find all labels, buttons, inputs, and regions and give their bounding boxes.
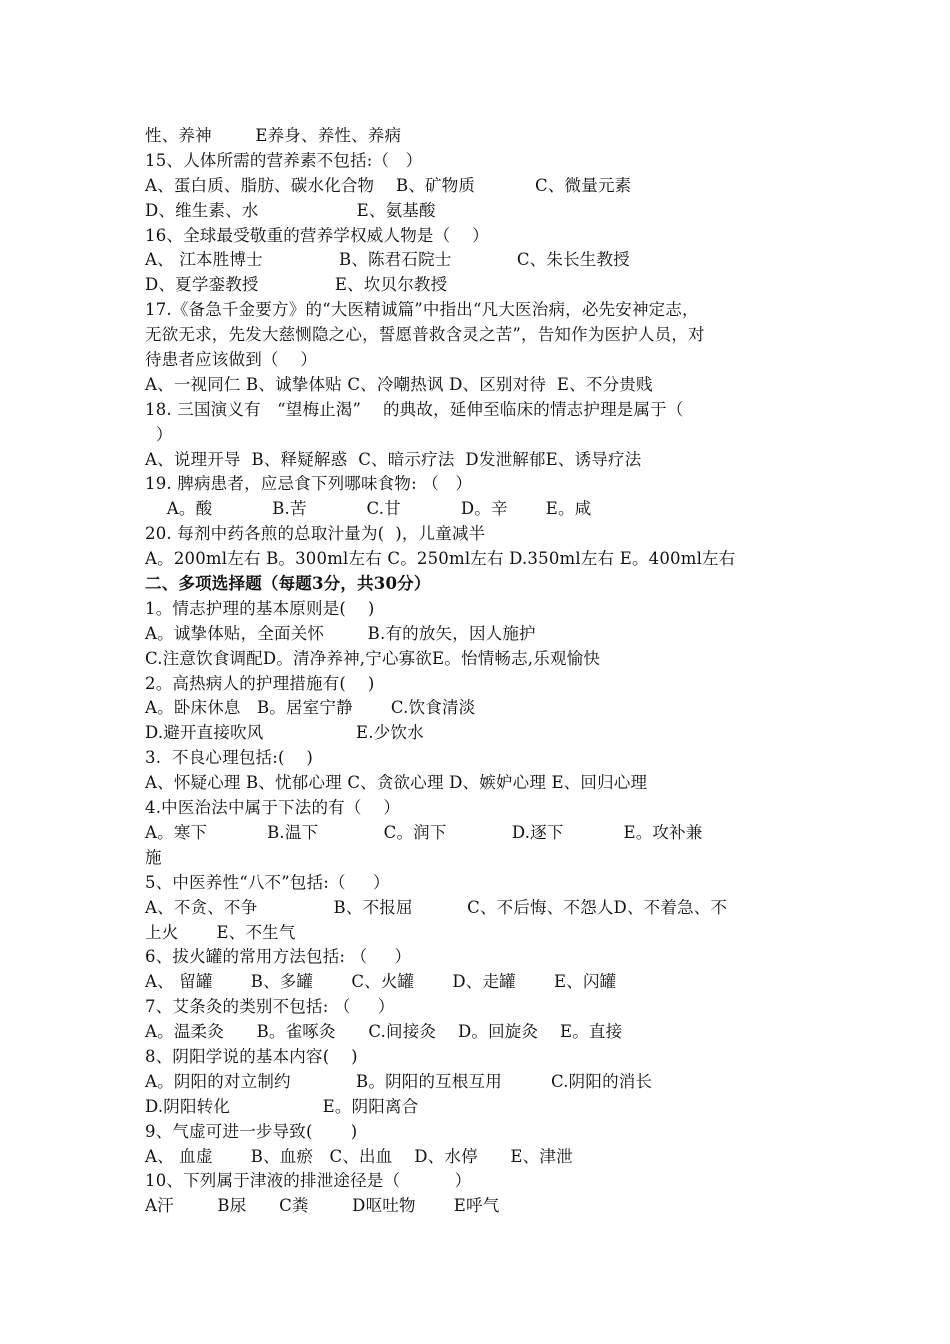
multi-question-3: 3. 不良心理包括:( ) [145,748,314,768]
text-line: 性、养神 E养身、养性、养病 [145,126,402,145]
multi-question-6: 6、拔火罐的常用方法包括: （ ） [145,947,412,967]
options-line: A、 江本胜博士 B、陈君石院士 C、朱长生教授 [145,250,630,270]
options-line: A。酸 B.苦 C.甘 D。辛 E。咸 [145,499,592,519]
options-line: A、蛋白质、脂肪、碳水化合物 B、矿物质 C、微量元素 [145,175,632,195]
multi-question-8: 8、阴阳学说的基本内容( ) [145,1046,358,1066]
options-line: D.阴阳转化 E。阴阳离合 [145,1096,419,1116]
question-16: 16、全球最受敬重的营养学权威人物是（ ） [145,225,489,245]
options-line: A。温柔灸 B。雀啄灸 C.间接灸 D。回旋灸 E。直接 [145,1022,623,1042]
options-line: A。诚挚体贴，全面关怀 B.有的放矢，因人施护 [145,623,536,643]
text-line: 施 [145,847,162,867]
options-line: A。卧床休息 B。居室宁静 C.饮食清淡 [145,698,476,718]
options-line: A。寒下 B.温下 C。润下 D.逐下 E。攻补兼 [145,822,703,842]
options-line: C.注意饮食调配D。清净养神,宁心寡欲E。怡情畅志,乐观愉快 [145,648,601,668]
options-line: A、不贪、不争 B、不报屈 C、不后悔、不怨人D、不着急、不 [145,897,728,917]
options-line: D.避开直接吹风 E.少饮水 [145,723,424,743]
text-line: ） [145,424,173,444]
multi-question-10: 10、下列属于津液的排泄途径是（ ） [145,1171,472,1191]
question-19: 19. 脾病患者，应忌食下列哪味食物: （ ） [145,474,473,494]
exam-content [145,124,815,1219]
options-line: A。200ml左右 B。300ml左右 C。250ml左右 D.350ml左右 E。400ml左右 [145,549,736,569]
options-line: A、一视同仁 B、诚挚体贴 C、冷嘲热讽 D、区别对待 E、不分贵贱 [145,374,653,394]
multi-question-1: 1。情志护理的基本原则是( ) [145,598,375,618]
options-line: A、怀疑心理 B、忧郁心理 C、贪欲心理 D、嫉妒心理 E、回归心理 [145,773,648,793]
options-line: A、 血虚 B、血瘀 C、出血 D、水停 E、津泄 [145,1146,573,1166]
question-20: 20. 每剂中药各煎的总取汁量为( )，儿童减半 [145,524,486,544]
multi-question-2: 2。高热病人的护理措施有( ) [145,673,375,693]
multi-question-4: 4.中医治法中属于下法的有（ ） [145,798,401,818]
multi-question-9: 9、气虚可进一步导致( ) [145,1121,358,1141]
question-18: 18. 三国演义有 “望梅止渴” 的典故，延伸至临床的情志护理是属于（ [145,399,684,419]
text-line: 待患者应该做到（ ） [145,350,318,370]
multi-question-7: 7、艾条灸的类别不包括: （ ） [145,997,395,1017]
multi-question-5: 5、中医养性“八不”包括:（ ） [145,872,390,892]
options-line: A。阴阳的对立制约 B。阴阳的互根互用 C.阴阳的消长 [145,1071,653,1091]
options-line: D、夏学銮教授 E、坎贝尔教授 [145,275,448,295]
section-heading: 二、多项选择题（每题3分，共30分） [145,574,431,594]
text-line: 无欲无求，先发大慈恻隐之心，誓愿普救含灵之苦”，告知作为医护人员，对 [145,325,705,345]
options-line: A、 留罐 B、多罐 C、火罐 D、走罐 E、闪罐 [145,972,617,992]
options-line: A汗 B尿 C粪 D呕吐物 E呼气 [145,1196,500,1216]
options-line: D、维生素、水 E、氨基酸 [145,200,436,220]
question-15: 15、人体所需的营养素不包括:（ ） [145,150,423,170]
options-line: A、说理开导 B、释疑解惑 C、暗示疗法 D发泄解郁E、诱导疗法 [145,449,642,469]
question-17: 17.《备急千金要方》的“大医精诚篇”中指出“凡大医治病，必先安神定志， [145,300,699,320]
options-line: 上火 E、不生气 [145,922,296,942]
